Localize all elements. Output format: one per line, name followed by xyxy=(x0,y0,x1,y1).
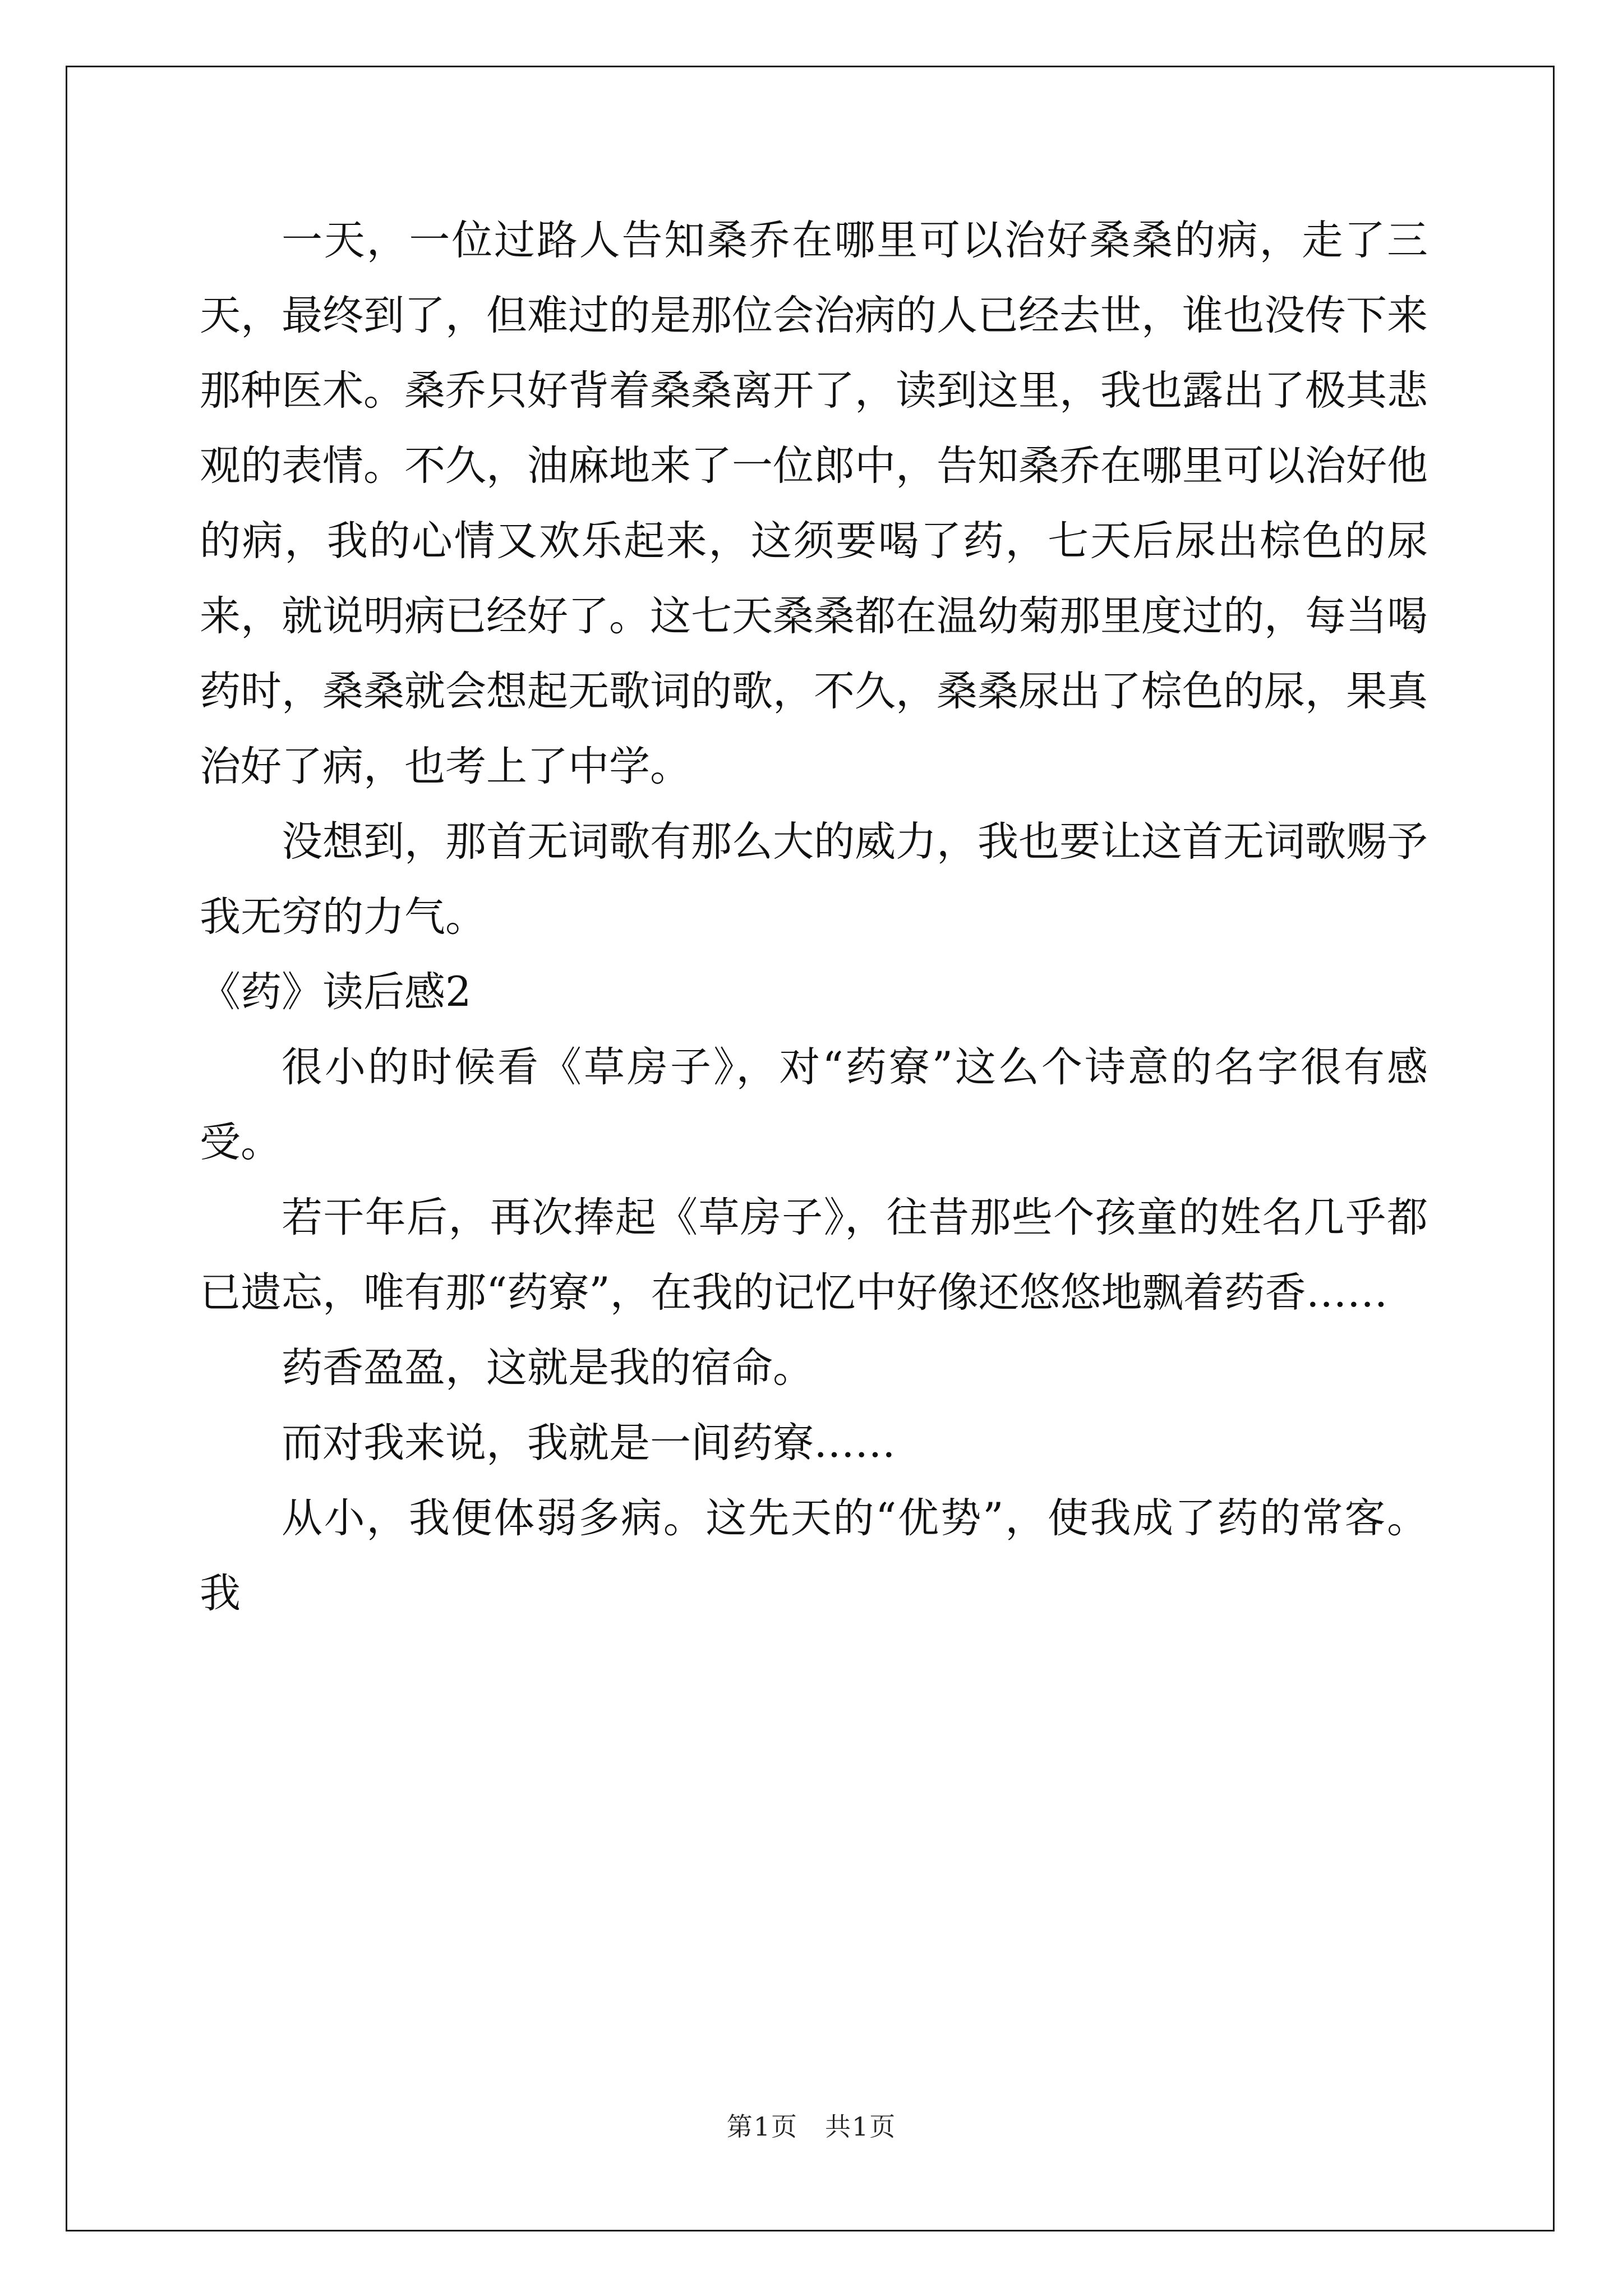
paragraph-4: 若干年后，再次捧起《草房子》，往昔那些个孩童的姓名几乎都已遗忘，唯有那“药寮”，在我的记忆中好像还悠悠地飘着药香…… xyxy=(200,1194,1428,1317)
document-body xyxy=(200,203,1428,1631)
section-heading: 《药》读后感2 xyxy=(200,968,472,1016)
paragraph-1: 一天，一位过路人告知桑乔在哪里可以治好桑桑的病，走了三天，最终到了，但难过的是那位会治病的人已经去世，谁也没传下来那种医术。桑乔只好背着桑桑离开了，读到这里，我也露出了极其悲观的表情。不久，油麻地来了一位郎中，告知桑乔在哪里可以治好他的病，我的心情又欢乐起来，这须要喝了药，七天后尿出棕色的尿来，就说明病已经好了。这七天桑桑都在温幼菊那里度过的，每当喝药时，桑桑就会想起无歌词的歌，不久，桑桑尿出了棕色的尿，果真治好了病，也考上了中学。 xyxy=(200,217,1428,790)
paragraph-2: 没想到，那首无词歌有那么大的威力，我也要让这首无词歌赐予我无穷的力气。 xyxy=(200,818,1428,941)
paragraph-5: 药香盈盈，这就是我的宿命。 xyxy=(282,1344,814,1392)
paragraph-3: 很小的时候看《草房子》，对“药寮”这么个诗意的名字很有感受。 xyxy=(200,1043,1428,1166)
paragraph-7: 从小，我便体弱多病。这先天的“优势”，使我成了药的常客。我 xyxy=(200,1494,1428,1617)
page-number: 第1页 共1页 xyxy=(726,2111,897,2142)
paragraph-6: 而对我来说，我就是一间药寮…… xyxy=(282,1419,896,1467)
